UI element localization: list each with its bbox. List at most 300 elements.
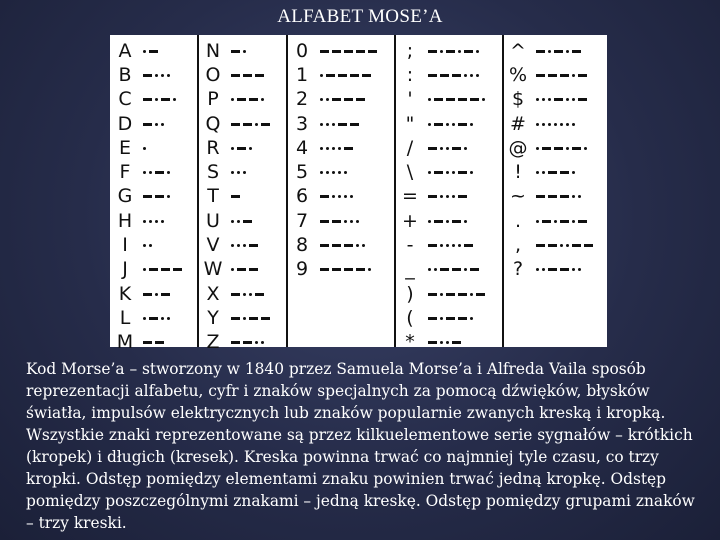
morse-dash bbox=[464, 244, 473, 247]
morse-code bbox=[143, 317, 173, 320]
morse-dash bbox=[143, 341, 152, 344]
morse-dash bbox=[143, 74, 152, 77]
morse-dash bbox=[243, 74, 252, 77]
morse-dot bbox=[362, 244, 365, 247]
morse-dash bbox=[452, 268, 461, 271]
morse-code bbox=[428, 50, 482, 53]
morse-dot bbox=[338, 195, 341, 198]
morse-row bbox=[398, 185, 488, 209]
morse-dot bbox=[320, 123, 323, 126]
morse-dot bbox=[572, 123, 575, 126]
morse-dash bbox=[143, 98, 152, 101]
morse-dot bbox=[536, 171, 539, 174]
morse-dot bbox=[566, 147, 569, 150]
morse-dot bbox=[428, 98, 431, 101]
morse-dot bbox=[155, 74, 158, 77]
morse-code bbox=[231, 171, 249, 174]
morse-dash bbox=[320, 195, 329, 198]
morse-dot bbox=[470, 74, 473, 77]
morse-code bbox=[320, 147, 356, 150]
morse-dot bbox=[440, 195, 443, 198]
morse-symbol: K bbox=[118, 282, 132, 305]
morse-dash bbox=[452, 74, 461, 77]
morse-dash bbox=[578, 220, 587, 223]
morse-dot bbox=[350, 195, 353, 198]
morse-dot bbox=[344, 195, 347, 198]
morse-symbol: X bbox=[206, 282, 220, 305]
morse-code bbox=[428, 195, 470, 198]
morse-dot bbox=[161, 74, 164, 77]
morse-row bbox=[398, 112, 488, 136]
morse-symbol: * bbox=[405, 331, 415, 354]
morse-code bbox=[320, 98, 368, 101]
morse-row bbox=[506, 160, 596, 184]
morse-dot bbox=[446, 147, 449, 150]
morse-dot bbox=[143, 171, 146, 174]
morse-dash bbox=[161, 293, 170, 296]
morse-dot bbox=[560, 244, 563, 247]
morse-symbol: Y bbox=[207, 306, 219, 329]
morse-dash bbox=[249, 98, 258, 101]
description-paragraph: Kod Morse’a – stworzony w 1840 przez Samuela Morse’a i Alfreda Vaila sposób reprezentacji alfabetu, cyfr i znaków specjalnych za pomocą dźwięków, błysków światła, impulsów elektrycznych lub znaków popularnie zwanych kreską i kropką. Wszystkie znaki reprezentowane są przez kilkuelementowe serie sygnałów – krótkich (kropek) i długich (kresek). Kreska powinna trwać co najmniej tyle czasu, co trzy kropki. Odstęp pomiędzy elementami znaku powinien trwać jedną kropkę. Odstęp pomiędzy poszczególnymi znakami – jedną kreskę. Odstęp pomiędzy grupami znaków – trzy kreski. bbox=[26, 360, 695, 532]
morse-symbol: L bbox=[119, 306, 131, 329]
morse-code bbox=[428, 147, 470, 150]
morse-dot bbox=[155, 220, 158, 223]
morse-row bbox=[113, 112, 185, 136]
morse-code bbox=[231, 195, 243, 198]
morse-row bbox=[398, 306, 488, 330]
morse-dash bbox=[428, 147, 437, 150]
morse-dot bbox=[566, 123, 569, 126]
morse-dot bbox=[326, 147, 329, 150]
morse-dot bbox=[452, 123, 455, 126]
morse-row bbox=[113, 88, 185, 112]
morse-dot bbox=[446, 195, 449, 198]
morse-symbol: F bbox=[119, 161, 131, 184]
morse-row bbox=[290, 185, 380, 209]
morse-symbol: ' bbox=[407, 88, 413, 111]
morse-dot bbox=[440, 147, 443, 150]
morse-dash bbox=[458, 293, 467, 296]
morse-dash bbox=[548, 74, 557, 77]
morse-dash bbox=[243, 220, 252, 223]
morse-dot bbox=[155, 123, 158, 126]
morse-row bbox=[201, 63, 273, 87]
morse-symbol: P bbox=[207, 88, 219, 111]
morse-dot bbox=[440, 317, 443, 320]
morse-symbol: - bbox=[406, 234, 414, 257]
morse-code bbox=[231, 293, 267, 296]
morse-code bbox=[143, 50, 161, 53]
morse-dot bbox=[572, 195, 575, 198]
morse-row bbox=[201, 282, 273, 306]
morse-dot bbox=[446, 220, 449, 223]
morse-dash bbox=[428, 293, 437, 296]
morse-code bbox=[428, 98, 488, 101]
morse-dash bbox=[338, 123, 347, 126]
morse-dash bbox=[428, 50, 437, 53]
morse-dot bbox=[536, 268, 539, 271]
morse-dash bbox=[344, 98, 353, 101]
morse-dot bbox=[243, 293, 246, 296]
morse-dot bbox=[143, 268, 146, 271]
morse-dot bbox=[464, 147, 467, 150]
morse-code bbox=[428, 171, 476, 174]
morse-code bbox=[231, 244, 261, 247]
morse-dash bbox=[554, 98, 563, 101]
morse-dot bbox=[566, 50, 569, 53]
morse-dot bbox=[452, 195, 455, 198]
morse-code bbox=[231, 220, 255, 223]
morse-row bbox=[201, 136, 273, 160]
morse-symbol: Q bbox=[205, 112, 221, 135]
morse-dash bbox=[476, 293, 485, 296]
morse-code bbox=[428, 74, 482, 77]
morse-code bbox=[143, 98, 179, 101]
slide-title: ALFABET MOSE’A bbox=[277, 6, 443, 27]
morse-row bbox=[113, 306, 185, 330]
morse-dot bbox=[476, 74, 479, 77]
morse-symbol: Z bbox=[206, 331, 220, 354]
morse-dash bbox=[428, 317, 437, 320]
morse-dash bbox=[344, 147, 353, 150]
morse-row bbox=[201, 306, 273, 330]
morse-symbol: _ bbox=[405, 258, 415, 281]
morse-dot bbox=[237, 171, 240, 174]
morse-dash bbox=[560, 74, 569, 77]
morse-row bbox=[398, 136, 488, 160]
morse-symbol: % bbox=[508, 63, 528, 86]
morse-row bbox=[201, 209, 273, 233]
morse-dot bbox=[458, 244, 461, 247]
morse-dot bbox=[326, 98, 329, 101]
morse-dash bbox=[237, 268, 246, 271]
morse-symbol: T bbox=[207, 185, 219, 208]
morse-dash bbox=[344, 244, 353, 247]
morse-code bbox=[428, 123, 476, 126]
morse-code bbox=[320, 195, 356, 198]
morse-dot bbox=[482, 98, 485, 101]
morse-dot bbox=[572, 74, 575, 77]
morse-dot bbox=[428, 220, 431, 223]
morse-code bbox=[320, 50, 380, 53]
morse-dash bbox=[458, 171, 467, 174]
morse-symbol: ; bbox=[406, 39, 414, 62]
morse-dash bbox=[428, 195, 437, 198]
morse-row bbox=[398, 88, 488, 112]
morse-dot bbox=[320, 98, 323, 101]
morse-dash bbox=[155, 341, 164, 344]
morse-dash bbox=[237, 98, 246, 101]
morse-symbol: 1 bbox=[295, 63, 309, 86]
morse-dot bbox=[161, 317, 164, 320]
morse-dash bbox=[161, 98, 170, 101]
morse-symbol: C bbox=[118, 88, 132, 111]
morse-dash bbox=[356, 50, 365, 53]
morse-dot bbox=[231, 268, 234, 271]
morse-dash bbox=[446, 317, 455, 320]
morse-dot bbox=[332, 123, 335, 126]
morse-row bbox=[506, 88, 596, 112]
morse-dot bbox=[143, 50, 146, 53]
morse-symbol: 0 bbox=[295, 39, 309, 62]
morse-dot bbox=[243, 317, 246, 320]
morse-dash bbox=[572, 147, 581, 150]
morse-row bbox=[506, 63, 596, 87]
morse-dot bbox=[320, 147, 323, 150]
morse-dash bbox=[249, 268, 258, 271]
morse-dot bbox=[542, 171, 545, 174]
morse-dot bbox=[578, 195, 581, 198]
morse-code bbox=[143, 268, 185, 271]
morse-symbol: 4 bbox=[295, 136, 309, 159]
morse-dot bbox=[249, 147, 252, 150]
morse-column-letters-n-z bbox=[201, 39, 273, 355]
morse-dash bbox=[572, 50, 581, 53]
morse-row bbox=[201, 39, 273, 63]
morse-dash bbox=[560, 268, 569, 271]
morse-dot bbox=[572, 98, 575, 101]
morse-dash bbox=[368, 50, 377, 53]
morse-dash bbox=[332, 50, 341, 53]
morse-column-punctuation bbox=[398, 39, 488, 355]
morse-dot bbox=[446, 341, 449, 344]
morse-dot bbox=[554, 220, 557, 223]
morse-dot bbox=[542, 268, 545, 271]
morse-code bbox=[231, 98, 267, 101]
morse-dot bbox=[143, 317, 146, 320]
morse-row bbox=[398, 233, 488, 257]
morse-symbol: / bbox=[406, 136, 414, 159]
morse-symbol: # bbox=[510, 112, 526, 135]
morse-code bbox=[536, 74, 590, 77]
morse-dot bbox=[434, 268, 437, 271]
morse-dot bbox=[155, 98, 158, 101]
column-divider bbox=[197, 35, 199, 347]
morse-symbol: 6 bbox=[295, 185, 309, 208]
morse-row bbox=[398, 209, 488, 233]
morse-dash bbox=[434, 123, 443, 126]
morse-symbol: @ bbox=[508, 136, 528, 159]
morse-dot bbox=[572, 171, 575, 174]
morse-row bbox=[201, 112, 273, 136]
morse-row bbox=[201, 185, 273, 209]
morse-dash bbox=[434, 171, 443, 174]
morse-code bbox=[143, 220, 167, 223]
morse-dot bbox=[255, 123, 258, 126]
morse-symbol: G bbox=[117, 185, 133, 208]
morse-code bbox=[320, 74, 374, 77]
morse-dash bbox=[560, 171, 569, 174]
morse-dot bbox=[446, 244, 449, 247]
morse-symbol: 2 bbox=[295, 88, 309, 111]
morse-dot bbox=[470, 293, 473, 296]
morse-row bbox=[290, 258, 380, 282]
morse-row bbox=[506, 39, 596, 63]
morse-dot bbox=[143, 220, 146, 223]
morse-code bbox=[320, 123, 362, 126]
morse-row bbox=[201, 233, 273, 257]
morse-dot bbox=[143, 244, 146, 247]
morse-dash bbox=[554, 50, 563, 53]
morse-dot bbox=[231, 147, 234, 150]
morse-symbol: + bbox=[402, 209, 418, 232]
morse-row bbox=[113, 136, 185, 160]
morse-dash bbox=[548, 244, 557, 247]
morse-symbol: M bbox=[116, 331, 134, 354]
morse-dot bbox=[261, 98, 264, 101]
morse-dot bbox=[446, 123, 449, 126]
morse-row bbox=[506, 209, 596, 233]
morse-code bbox=[231, 50, 249, 53]
morse-dash bbox=[243, 341, 252, 344]
morse-dot bbox=[332, 171, 335, 174]
morse-dot bbox=[428, 123, 431, 126]
morse-row bbox=[113, 233, 185, 257]
morse-dash bbox=[458, 123, 467, 126]
morse-dot bbox=[231, 220, 234, 223]
morse-symbol: D bbox=[117, 112, 133, 135]
morse-dot bbox=[237, 220, 240, 223]
morse-dot bbox=[566, 244, 569, 247]
morse-dash bbox=[161, 268, 170, 271]
morse-dot bbox=[149, 171, 152, 174]
morse-dot bbox=[243, 244, 246, 247]
morse-dot bbox=[548, 123, 551, 126]
morse-dash bbox=[320, 50, 329, 53]
morse-symbol: 8 bbox=[295, 234, 309, 257]
morse-dash bbox=[332, 268, 341, 271]
morse-dash bbox=[362, 74, 371, 77]
morse-code bbox=[231, 147, 255, 150]
morse-code bbox=[536, 195, 584, 198]
morse-dash bbox=[344, 268, 353, 271]
morse-dash bbox=[231, 293, 240, 296]
morse-code bbox=[231, 74, 267, 77]
morse-row bbox=[113, 209, 185, 233]
morse-dot bbox=[356, 220, 359, 223]
morse-dot bbox=[326, 171, 329, 174]
morse-dash bbox=[338, 74, 347, 77]
morse-code bbox=[428, 317, 476, 320]
morse-symbol: I bbox=[122, 234, 128, 257]
morse-symbol: \ bbox=[406, 161, 414, 184]
morse-dot bbox=[572, 220, 575, 223]
morse-code bbox=[536, 244, 596, 247]
morse-row bbox=[290, 233, 380, 257]
morse-code bbox=[536, 268, 584, 271]
morse-dash bbox=[560, 220, 569, 223]
morse-dash bbox=[143, 123, 152, 126]
morse-dash bbox=[536, 74, 545, 77]
morse-dot bbox=[464, 268, 467, 271]
morse-dash bbox=[249, 317, 258, 320]
morse-symbol: ? bbox=[512, 258, 524, 281]
morse-code bbox=[536, 220, 590, 223]
morse-code bbox=[536, 50, 584, 53]
morse-row bbox=[398, 282, 488, 306]
morse-row bbox=[201, 331, 273, 355]
morse-symbol: S bbox=[206, 161, 220, 184]
morse-dash bbox=[243, 123, 252, 126]
morse-dot bbox=[350, 220, 353, 223]
morse-symbol: J bbox=[122, 258, 128, 281]
morse-row bbox=[290, 63, 380, 87]
morse-symbol: " bbox=[405, 112, 415, 135]
morse-symbol: 9 bbox=[295, 258, 309, 281]
morse-code bbox=[231, 341, 267, 344]
morse-dot bbox=[560, 123, 563, 126]
morse-dot bbox=[356, 244, 359, 247]
morse-row bbox=[506, 112, 596, 136]
morse-dot bbox=[243, 171, 246, 174]
morse-dash bbox=[155, 171, 164, 174]
morse-dot bbox=[368, 268, 371, 271]
morse-symbol: O bbox=[205, 63, 221, 86]
morse-code bbox=[143, 74, 173, 77]
morse-dot bbox=[231, 244, 234, 247]
morse-dash bbox=[452, 220, 461, 223]
morse-dash bbox=[332, 98, 341, 101]
morse-dot bbox=[554, 123, 557, 126]
morse-symbol: . bbox=[514, 209, 522, 232]
morse-code bbox=[428, 293, 488, 296]
morse-code bbox=[428, 341, 464, 344]
morse-row bbox=[201, 258, 273, 282]
morse-dash bbox=[584, 244, 593, 247]
morse-dot bbox=[255, 341, 258, 344]
morse-dot bbox=[452, 244, 455, 247]
morse-dot bbox=[452, 171, 455, 174]
morse-dash bbox=[458, 317, 467, 320]
morse-code bbox=[536, 147, 590, 150]
morse-column-digits bbox=[290, 39, 380, 282]
morse-dash bbox=[155, 195, 164, 198]
morse-dash bbox=[434, 98, 443, 101]
morse-symbol: ~ bbox=[510, 185, 526, 208]
morse-row bbox=[506, 233, 596, 257]
morse-row bbox=[113, 63, 185, 87]
morse-dot bbox=[536, 123, 539, 126]
morse-code bbox=[231, 268, 261, 271]
morse-row bbox=[113, 258, 185, 282]
morse-dot bbox=[326, 123, 329, 126]
morse-row bbox=[290, 160, 380, 184]
morse-dash bbox=[261, 123, 270, 126]
morse-code bbox=[231, 123, 273, 126]
morse-symbol: H bbox=[117, 209, 133, 232]
morse-dot bbox=[249, 293, 252, 296]
morse-symbol: 3 bbox=[295, 112, 309, 135]
column-divider bbox=[394, 35, 396, 347]
morse-dash bbox=[434, 220, 443, 223]
morse-column-letters-a-m bbox=[113, 39, 185, 355]
morse-code bbox=[320, 268, 374, 271]
morse-row bbox=[201, 88, 273, 112]
morse-dash bbox=[464, 50, 473, 53]
morse-row bbox=[201, 160, 273, 184]
morse-dash bbox=[536, 195, 545, 198]
morse-code bbox=[536, 123, 578, 126]
morse-dash bbox=[326, 74, 335, 77]
morse-dot bbox=[332, 147, 335, 150]
morse-dash bbox=[231, 341, 240, 344]
morse-dot bbox=[470, 171, 473, 174]
morse-dot bbox=[243, 50, 246, 53]
morse-dot bbox=[428, 268, 431, 271]
morse-dash bbox=[143, 195, 152, 198]
morse-row bbox=[398, 39, 488, 63]
